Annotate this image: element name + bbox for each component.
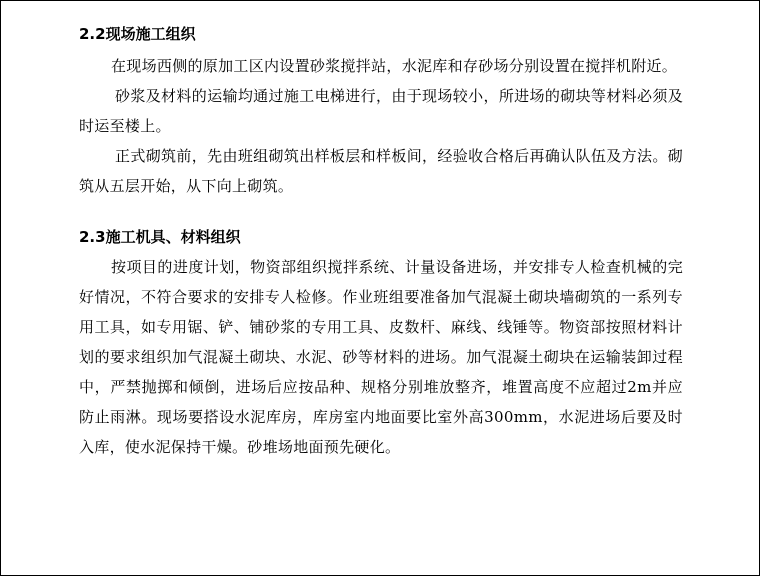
document-content: [79, 23, 683, 462]
section-spacer: [79, 201, 683, 226]
paragraph-mixing-station: 在现场西侧的原加工区内设置砂浆搅拌站，水泥库和存砂场分别设置在搅拌机附近。: [111, 57, 678, 75]
paragraph-equipment-materials: 按项目的进度计划，物资部组织搅拌系统、计量设备进场，并安排专人检查机械的完好情况，不符合要求的安排专人检修。作业班组要准备加气混凝土砌块墙砌筑的一系列专用工具，如专用锯、铲、铺砂浆的专用工具、皮数杆、麻线、线锤等。物资部按照材料计划的要求组织加气混凝土砌块、水泥、砂等材料的进场。加气混凝土砌块在运输装卸过程中，严禁抛掷和倾倒，进场后应按品种、规格分别堆放整齐，堆置高度不应超过2m并应防止雨淋。现场要搭设水泥库房，库房室内地面要比室外高300mm，水泥进场后要及时入库，使水泥保持干燥。砂堆场地面预先硬化。: [79, 258, 683, 456]
paragraph-sample-masonry: 正式砌筑前，先由班组砌筑出样板层和样板间，经验收合格后再确认队伍及方法。砌筑从五层开始，从下向上砌筑。: [79, 147, 683, 195]
paragraph-material-transport: 砂浆及材料的运输均通过施工电梯进行，由于现场较小，所进场的砌块等材料必须及时运至楼上。: [79, 87, 683, 135]
section-heading-2-3: 2.3施工机具、材料组织: [79, 228, 241, 246]
section-heading-2-2: 2.2现场施工组织: [79, 25, 196, 43]
